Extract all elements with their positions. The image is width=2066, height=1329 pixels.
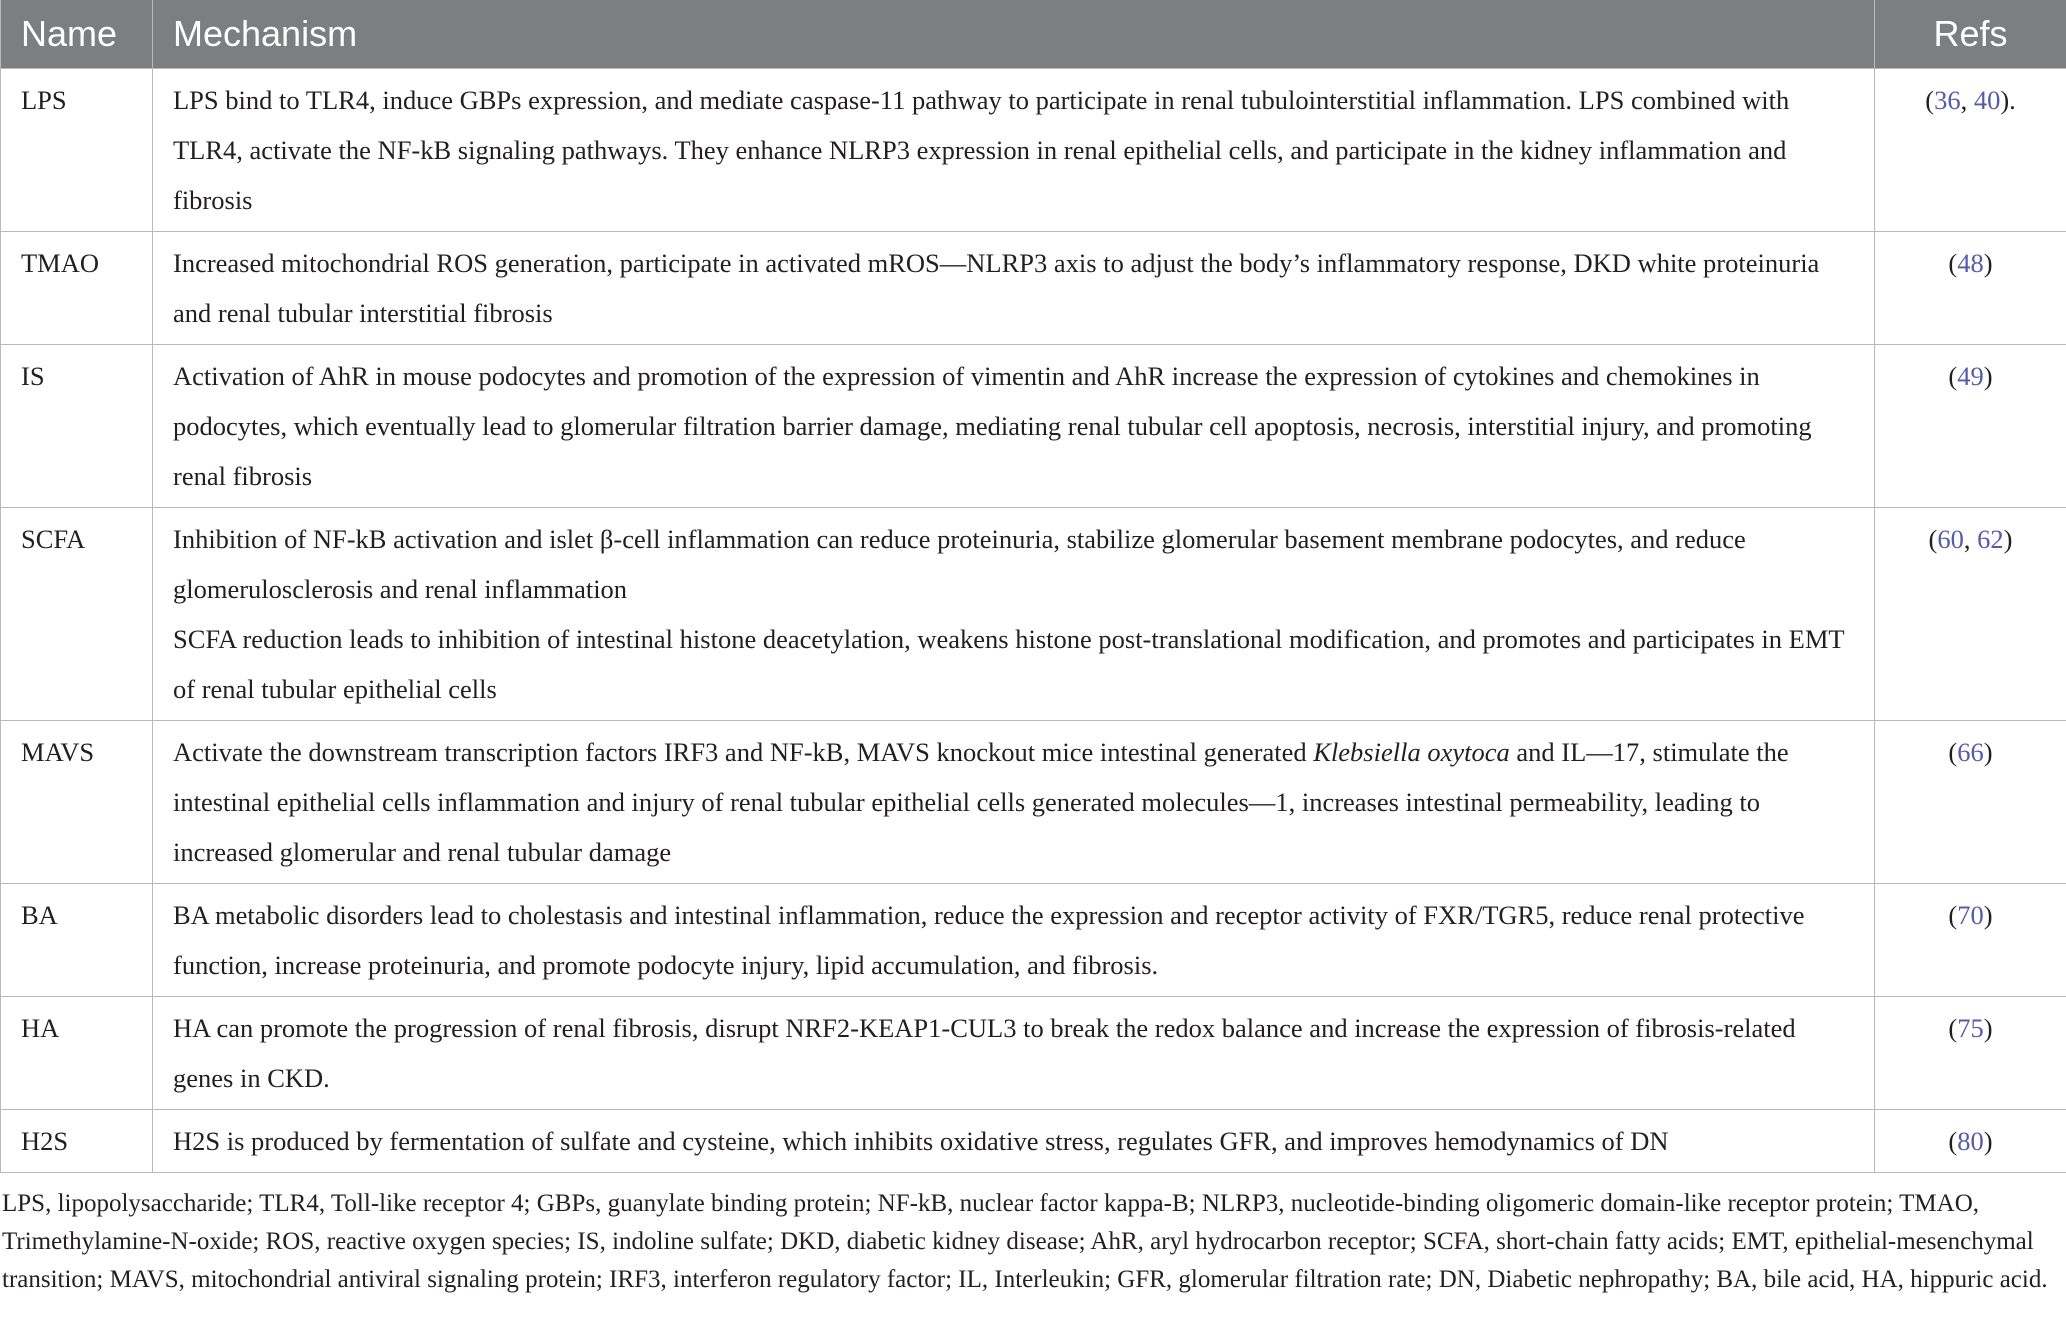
mechanism-text: Increased mitochondrial ROS generation, participate in activated mROS—NLRP3 axis to adjust the body’s inflammatory response, DKD white proteinuria and renal tubular interstitial fibrosis (173, 247, 1820, 328)
refs-open-paren: ( (1948, 360, 1958, 391)
refs-open-paren: ( (1948, 247, 1958, 278)
refs-close-paren: ) (1983, 736, 1993, 767)
row-mechanism (153, 344, 1875, 507)
row-mechanism (153, 1109, 1875, 1172)
row-mechanism (153, 720, 1875, 883)
reference-link[interactable]: 49 (1957, 360, 1984, 391)
refs-close-paren: ) (1983, 360, 1993, 391)
refs-open-paren: ( (1928, 523, 1938, 554)
table-row (1, 231, 2066, 344)
row-refs (1875, 720, 2066, 883)
reference-link[interactable]: 62 (1977, 523, 2004, 554)
row-name: TMAO (1, 231, 153, 344)
row-name: BA (1, 883, 153, 996)
row-mechanism (153, 883, 1875, 996)
refs-open-paren: ( (1948, 736, 1958, 767)
row-name: SCFA (1, 507, 153, 720)
table-row (1, 883, 2066, 996)
row-refs (1875, 68, 2066, 231)
table-row (1, 1109, 2066, 1172)
mechanism-text: Activation of AhR in mouse podocytes and promotion of the expression of vimentin and AhR increase the expression of cytokines and chemokines in podocytes, which eventually lead to glomerular filtration barrier damage, mediating renal tubular cell apoptosis, necrosis, interstitial injury, and promoting renal fibrosis (173, 360, 1812, 491)
row-name: H2S (1, 1109, 153, 1172)
refs-close-paren: ) (1983, 1125, 1993, 1156)
table-row (1, 720, 2066, 883)
reference-link[interactable]: 48 (1957, 247, 1984, 278)
refs-separator: , (1963, 523, 1978, 554)
header-row (1, 0, 2066, 68)
reference-link[interactable]: 36 (1934, 84, 1961, 115)
header-refs: Refs (1875, 0, 2066, 68)
row-mechanism (153, 996, 1875, 1109)
row-refs (1875, 1109, 2066, 1172)
row-refs (1875, 507, 2066, 720)
row-name: HA (1, 996, 153, 1109)
refs-open-paren: ( (1948, 899, 1958, 930)
table-header (1, 0, 2066, 68)
reference-link[interactable]: 40 (1973, 84, 2001, 115)
row-name: IS (1, 344, 153, 507)
table-row (1, 68, 2066, 231)
refs-close-paren: ) (1983, 1012, 1993, 1043)
mechanism-text: and IL—17, stimulate the intestinal epithelial cells inflammation and injury of renal tubular epithelial cells generated molecules—1, increases intestinal permeability, leading to increased glomerular and renal tubular damage (173, 736, 1789, 867)
refs-close-paren: ) (1983, 899, 1993, 930)
row-mechanism (153, 68, 1875, 231)
mechanism-italic-text: Klebsiella oxytoca (1313, 736, 1510, 767)
mechanism-text: SCFA reduction leads to inhibition of intestinal histone deacetylation, weakens histone post-translational modification, and promotes and participates in EMT of renal tubular epithelial cells (173, 623, 1845, 704)
mechanism-text: HA can promote the progression of renal fibrosis, disrupt NRF2-KEAP1-CUL3 to break the redox balance and increase the expression of fibrosis-related genes in CKD. (173, 1012, 1796, 1093)
table-body (1, 68, 2066, 1172)
row-refs (1875, 231, 2066, 344)
row-name: LPS (1, 68, 153, 231)
refs-close-paren: ) (2003, 523, 2013, 554)
reference-link[interactable]: 75 (1957, 1012, 1984, 1043)
reference-link[interactable]: 66 (1957, 736, 1984, 767)
mechanism-text: LPS bind to TLR4, induce GBPs expression, and mediate caspase-11 pathway to participate in renal tubulointerstitial inflammation. LPS combined with TLR4, activate the NF-kB signaling pathways. They enhance NLRP3 expression in renal epithelial cells, and participate in the kidney inflammation and fibrosis (173, 84, 1790, 215)
row-mechanism (153, 231, 1875, 344)
reference-link[interactable]: 60 (1937, 523, 1964, 554)
row-refs (1875, 996, 2066, 1109)
header-name: Name (1, 0, 153, 68)
table-row (1, 507, 2066, 720)
mechanism-text: H2S is produced by fermentation of sulfate and cysteine, which inhibits oxidative stress, regulates GFR, and improves hemodynamics of DN (173, 1125, 1669, 1156)
mechanism-text: BA metabolic disorders lead to cholestasis and intestinal inflammation, reduce the expression and receptor activity of FXR/TGR5, reduce renal protective function, increase proteinuria, and promote podocyte injury, lipid accumulation, and fibrosis. (173, 899, 1805, 980)
row-mechanism (153, 507, 1875, 720)
reference-link[interactable]: 80 (1957, 1125, 1984, 1156)
mechanism-text: Activate the downstream transcription factors IRF3 and NF-kB, MAVS knockout mice intestinal generated (173, 736, 1314, 767)
row-refs (1875, 344, 2066, 507)
row-name: MAVS (1, 720, 153, 883)
row-refs (1875, 883, 2066, 996)
header-mechanism: Mechanism (153, 0, 1875, 68)
reference-link[interactable]: 70 (1957, 899, 1984, 930)
table-footnote: LPS, lipopolysaccharide; TLR4, Toll-like receptor 4; GBPs, guanylate binding protein; NF-kB, nuclear factor kappa-B; NLRP3, nucleotide-binding oligomeric domain-like receptor protein; TMAO, Trimethylamine-N-oxide; ROS, reactive oxygen species; IS, indoline sulfate; DKD, diabetic kidney disease; AhR, aryl hydrocarbon receptor; SCFA, short-chain fatty acids; EMT, epithelial-mesenchymal transition; MAVS, mitochondrial antiviral signaling protein; IRF3, interferon regulatory factor; IL, Interleukin; GFR, glomerular filtration rate; DN, Diabetic nephropathy; BA, bile acid, HA, hippuric acid. (2, 1189, 2048, 1293)
refs-open-paren: ( (1948, 1012, 1958, 1043)
table-row (1, 344, 2066, 507)
refs-close-paren: ). (2000, 84, 2016, 115)
refs-open-paren: ( (1948, 1125, 1958, 1156)
table-row (1, 996, 2066, 1109)
mechanism-text: Inhibition of NF-kB activation and islet β-cell inflammation can reduce proteinuria, stabilize glomerular basement membrane podocytes, and reduce glomerulosclerosis and renal inflammation (173, 523, 1746, 604)
refs-open-paren: ( (1925, 84, 1935, 115)
refs-close-paren: ) (1983, 247, 1993, 278)
refs-separator: , (1960, 84, 1974, 115)
